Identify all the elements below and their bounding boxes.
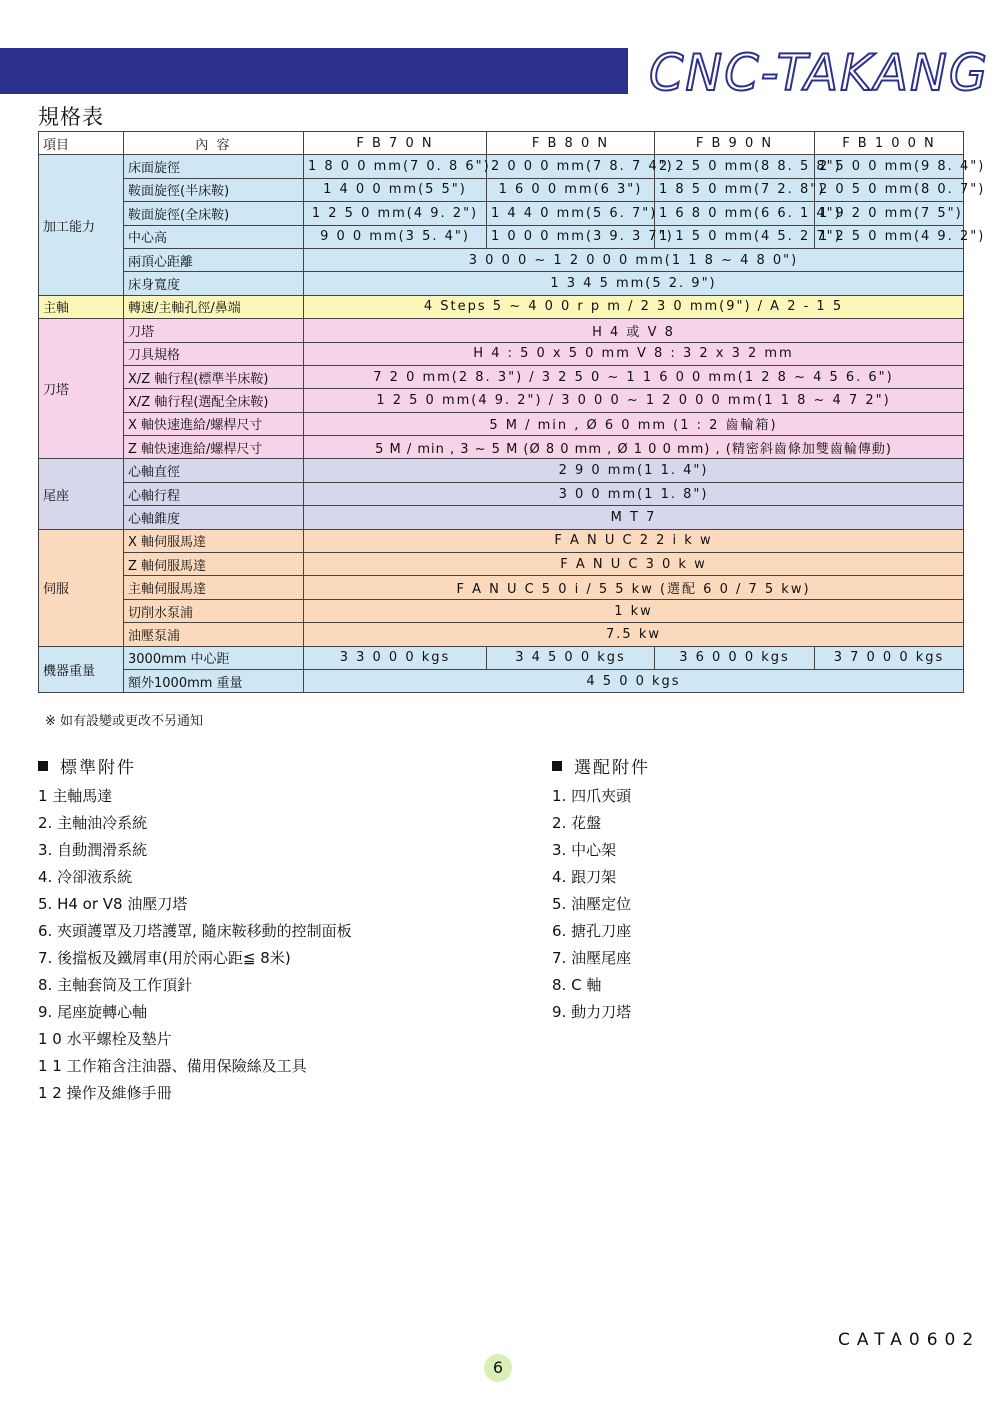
row-label: 鞍面旋徑(半床鞍) [124, 178, 304, 201]
row-label: Z 軸伺服馬達 [124, 553, 304, 576]
page-number: 6 [484, 1354, 512, 1382]
row-label: 轉速/主軸孔徑/鼻端 [124, 295, 304, 318]
row-label: 心軸錐度 [124, 506, 304, 529]
cell-all-models: 7.5 kw [304, 623, 964, 646]
category-servo: 伺服 [39, 529, 124, 646]
list-item: 8. 主軸套筒及工作頂針 [38, 976, 193, 994]
list-item: 1. 四爪夾頭 [552, 787, 632, 805]
category-weight: 機器重量 [39, 646, 124, 693]
table-row [39, 295, 964, 318]
cell-all-models: H 4 或 V 8 [304, 319, 964, 342]
table-row [39, 553, 964, 576]
list-item: 7. 油壓尾座 [552, 949, 632, 967]
row-label: 油壓泵浦 [124, 623, 304, 646]
row-label: 刀塔 [124, 319, 304, 342]
cell-fb80n: 1 0 0 0 mm(3 9. 3 7") [487, 225, 655, 248]
col-header-content: 內 容 [124, 132, 304, 155]
table-row [39, 646, 964, 669]
table-row [39, 272, 964, 295]
row-label: 心軸行程 [124, 482, 304, 505]
cell-fb90n: 2 2 5 0 mm(8 8. 5 8") [655, 155, 815, 178]
list-item: 4. 冷卻液系統 [38, 868, 133, 886]
list-item: 1 1 工作箱含注油器、備用保險絲及工具 [38, 1057, 307, 1075]
category-spindle: 主軸 [39, 295, 124, 318]
page-title: 規格表 [38, 105, 104, 129]
cell-fb100n: 1 9 2 0 mm(7 5") [815, 202, 964, 225]
table-row [39, 623, 964, 646]
row-label: 刀具規格 [124, 342, 304, 365]
row-label: Z 軸快速進給/螺桿尺寸 [124, 436, 304, 459]
cell-fb70n: 1 4 0 0 mm(5 5") [304, 178, 487, 201]
cell-fb70n: 1 8 0 0 mm(7 0. 8 6") [304, 155, 487, 178]
table-header-row [39, 132, 964, 155]
cell-all-models: 4 5 0 0 kgs [304, 669, 964, 692]
table-row [39, 389, 964, 412]
square-bullet-icon [38, 761, 48, 771]
cell-all-models: 4 Steps 5 ~ 4 0 0 r p m / 2 3 0 mm(9") / A 2 - 1 5 [304, 295, 964, 318]
cell-all-models: 5 M / min , 3 ~ 5 M (Ø 8 0 mm , Ø 1 0 0 mm) , (精密斜齒條加雙齒輪傳動) [304, 436, 964, 459]
header-bar [0, 48, 628, 94]
list-item: 9. 動力刀塔 [552, 1003, 632, 1021]
cell-fb90n: 1 8 5 0 mm(7 2. 8") [655, 178, 815, 201]
table-row [39, 482, 964, 505]
row-label: X 軸伺服馬達 [124, 529, 304, 552]
cell-all-models: 1 2 5 0 mm(4 9. 2") / 3 0 0 0 ~ 1 2 0 0 0 mm(1 1 8 ~ 4 7 2") [304, 389, 964, 412]
catalog-number: CATA0602 [838, 1330, 981, 1350]
square-bullet-icon [552, 761, 562, 771]
row-label: 額外1000mm 重量 [124, 669, 304, 692]
cell-fb70n: 3 3 0 0 0 kgs [304, 646, 487, 669]
row-label: 床身寬度 [124, 272, 304, 295]
cell-all-models: F A N U C 3 0 k w [304, 553, 964, 576]
cell-all-models: 3 0 0 0 ~ 1 2 0 0 0 mm(1 1 8 ~ 4 8 0") [304, 248, 964, 271]
list-item: 5. H4 or V8 油壓刀塔 [38, 895, 188, 913]
cell-all-models: 1 3 4 5 mm(5 2. 9") [304, 272, 964, 295]
row-label: 中心高 [124, 225, 304, 248]
table-row [39, 529, 964, 552]
table-row [39, 412, 964, 435]
row-label: 鞍面旋徑(全床鞍) [124, 202, 304, 225]
list-item: 8. C 軸 [552, 976, 602, 994]
list-item: 6. 搪孔刀座 [552, 922, 632, 940]
table-row [39, 669, 964, 692]
cell-all-models: F A N U C 2 2 i k w [304, 529, 964, 552]
cell-all-models: 2 9 0 mm(1 1. 4") [304, 459, 964, 482]
table-row [39, 576, 964, 599]
row-label: 切削水泵浦 [124, 599, 304, 622]
spec-table [38, 131, 986, 693]
list-item: 3. 中心架 [552, 841, 617, 859]
row-label: X/Z 軸行程(選配全床鞍) [124, 389, 304, 412]
col-header-fb100n: F B 1 0 0 N [815, 132, 964, 155]
table-row [39, 155, 964, 178]
standard-accessories-title: 標準附件 [60, 758, 136, 778]
table-row [39, 178, 964, 201]
table-row [39, 599, 964, 622]
list-item: 7. 後擋板及鐵屑車(用於兩心距≦ 8米) [38, 949, 291, 967]
list-item: 6. 夾頭護罩及刀塔護罩, 隨床鞍移動的控制面板 [38, 922, 352, 940]
cell-fb100n: 1 2 5 0 mm(4 9. 2") [815, 225, 964, 248]
change-notice: ※ 如有設變或更改不另通知 [45, 714, 204, 729]
cell-fb80n: 1 6 0 0 mm(6 3") [487, 178, 655, 201]
cell-fb90n: 1 1 5 0 mm(4 5. 2 7") [655, 225, 815, 248]
row-label: X/Z 軸行程(標準半床鞍) [124, 365, 304, 388]
table-row [39, 202, 964, 225]
category-tailstock: 尾座 [39, 459, 124, 529]
row-label: 心軸直徑 [124, 459, 304, 482]
cell-fb90n: 3 6 0 0 0 kgs [655, 646, 815, 669]
row-label: X 軸快速進給/螺桿尺寸 [124, 412, 304, 435]
list-item: 2. 花盤 [552, 814, 602, 832]
optional-accessories-heading [552, 753, 650, 778]
table-row [39, 319, 964, 342]
row-label: 兩頂心距離 [124, 248, 304, 271]
cell-all-models: 7 2 0 mm(2 8. 3") / 3 2 5 0 ~ 1 1 6 0 0 mm(1 2 8 ~ 4 5 6. 6") [304, 365, 964, 388]
col-header-item: 項目 [39, 132, 124, 155]
category-capacity: 加工能力 [39, 155, 124, 295]
cell-all-models: 3 0 0 mm(1 1. 8") [304, 482, 964, 505]
optional-accessories-list [552, 783, 631, 1026]
list-item: 5. 油壓定位 [552, 895, 632, 913]
table-row [39, 225, 964, 248]
cell-fb80n: 3 4 5 0 0 kgs [487, 646, 655, 669]
col-header-fb90n: F B 9 0 N [655, 132, 815, 155]
standard-accessories-heading [38, 753, 136, 778]
table-row [39, 459, 964, 482]
list-item: 1 2 操作及維修手冊 [38, 1084, 172, 1102]
list-item: 3. 自動潤滑系統 [38, 841, 148, 859]
table-row [39, 506, 964, 529]
col-header-fb70n: F B 7 0 N [304, 132, 487, 155]
table-row [39, 342, 964, 365]
cell-fb70n: 1 2 5 0 mm(4 9. 2") [304, 202, 487, 225]
list-item: 1 0 水平螺栓及墊片 [38, 1030, 172, 1048]
table-row [39, 248, 964, 271]
table-row [39, 365, 964, 388]
col-header-fb80n: F B 8 0 N [487, 132, 655, 155]
logo-text: CNC-TAKANG [649, 44, 989, 102]
list-item: 9. 尾座旋轉心軸 [38, 1003, 148, 1021]
cell-all-models: 1 kw [304, 599, 964, 622]
category-turret: 刀塔 [39, 319, 124, 459]
cell-all-models: F A N U C 5 0 i / 5 5 kw (選配 6 0 / 7 5 kw) [304, 576, 964, 599]
optional-accessories-title: 選配附件 [574, 758, 650, 778]
cell-all-models: 5 M / min , Ø 6 0 mm (1 : 2 齒輪箱) [304, 412, 964, 435]
cell-fb100n: 3 7 0 0 0 kgs [815, 646, 964, 669]
cell-fb80n: 2 0 0 0 mm(7 8. 7 4") [487, 155, 655, 178]
cell-fb100n: 2 5 0 0 mm(9 8. 4") [815, 155, 964, 178]
cell-fb100n: 2 0 5 0 mm(8 0. 7") [815, 178, 964, 201]
cell-fb80n: 1 4 4 0 mm(5 6. 7") [487, 202, 655, 225]
list-item: 4. 跟刀架 [552, 868, 617, 886]
table-row [39, 436, 964, 459]
cell-all-models: M T 7 [304, 506, 964, 529]
cell-fb70n: 9 0 0 mm(3 5. 4") [304, 225, 487, 248]
row-label: 主軸伺服馬達 [124, 576, 304, 599]
cell-all-models: H 4 : 5 0 x 5 0 mm V 8 : 3 2 x 3 2 mm [304, 342, 964, 365]
cell-fb90n: 1 6 8 0 mm(6 6. 1 4") [655, 202, 815, 225]
row-label: 床面旋徑 [124, 155, 304, 178]
row-label: 3000mm 中心距 [124, 646, 304, 669]
brand-logo [645, 40, 995, 102]
list-item: 2. 主軸油冷系統 [38, 814, 148, 832]
list-item: 1 主軸馬達 [38, 787, 113, 805]
standard-accessories-list [38, 783, 352, 1107]
